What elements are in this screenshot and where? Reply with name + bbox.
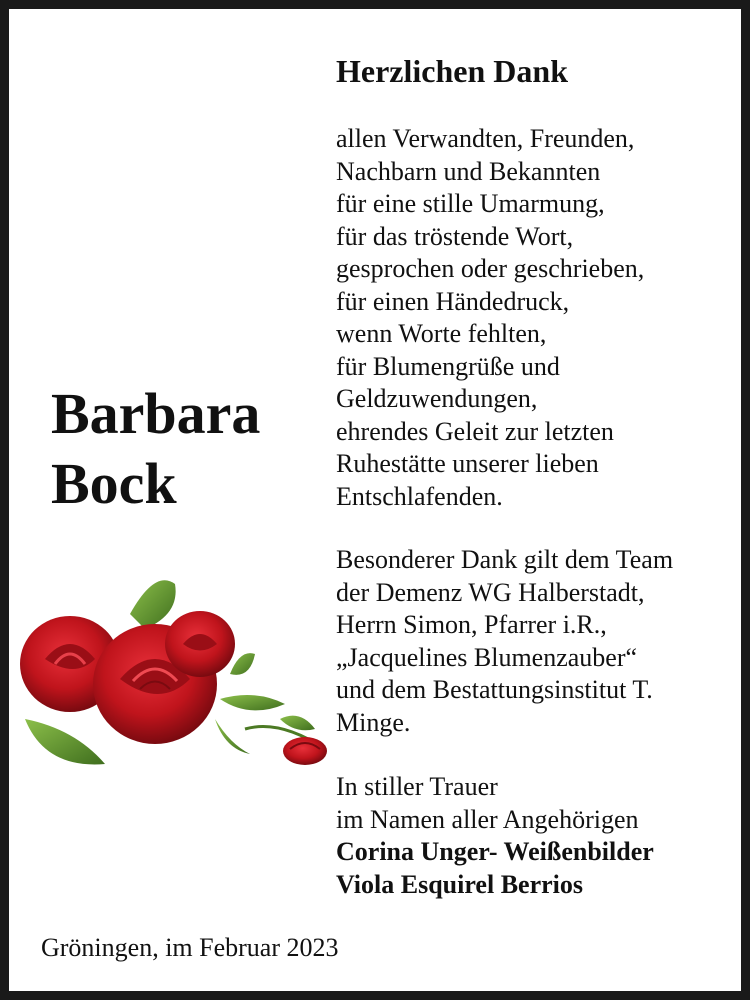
thanks-line: für Blumengrüße und	[336, 351, 560, 381]
thanks-line: Entschlafenden.	[336, 481, 503, 511]
special-thanks-line: Besonderer Dank gilt dem Team	[336, 545, 674, 574]
thanks-line: für eine stille Umarmung,	[336, 189, 605, 218]
thanks-line: gesprochen oder geschrieben,	[336, 254, 645, 283]
signatory-name: Corina Unger- Weißenbilder	[336, 837, 654, 866]
thanks-line: ehrendes Geleit zur letzten	[336, 416, 614, 446]
thanks-paragraph	[336, 123, 644, 513]
special-thanks-line: Minge.	[336, 707, 411, 737]
thanks-line: allen Verwandten, Freunden,	[336, 124, 635, 153]
deceased-last-name: Bock	[51, 451, 177, 516]
place-and-date: Gröningen, im Februar 2023	[41, 933, 339, 962]
red-roses-image	[15, 569, 335, 774]
special-thanks-line: und dem Bestattungsinstitut T.	[336, 675, 653, 704]
thanks-line: Geldzuwendungen,	[336, 384, 538, 413]
deceased-name	[51, 379, 260, 519]
mourning-paragraph	[336, 771, 654, 901]
mourning-line: im Namen aller Angehörigen	[336, 804, 639, 834]
mourning-line: In stiller Trauer	[336, 772, 498, 801]
thank-you-heading: Herzlichen Dank	[336, 53, 568, 89]
signatory-name: Viola Esquirel Berrios	[336, 869, 583, 899]
special-thanks-line: der Demenz WG Halberstadt,	[336, 577, 645, 607]
special-thanks-line: Herrn Simon, Pfarrer i.R.,	[336, 610, 607, 639]
thanks-line: wenn Worte fehlten,	[336, 319, 547, 348]
special-thanks-paragraph	[336, 544, 673, 739]
thanks-line: Nachbarn und Bekannten	[336, 156, 601, 186]
deceased-first-name: Barbara	[51, 381, 261, 446]
thanks-line: Ruhestätte unserer lieben	[336, 449, 599, 478]
thanks-line: für das tröstende Wort,	[336, 221, 574, 251]
special-thanks-line: „Jacquelines Blumenzauber“	[336, 642, 638, 672]
thanks-line: für einen Händedruck,	[336, 286, 570, 316]
